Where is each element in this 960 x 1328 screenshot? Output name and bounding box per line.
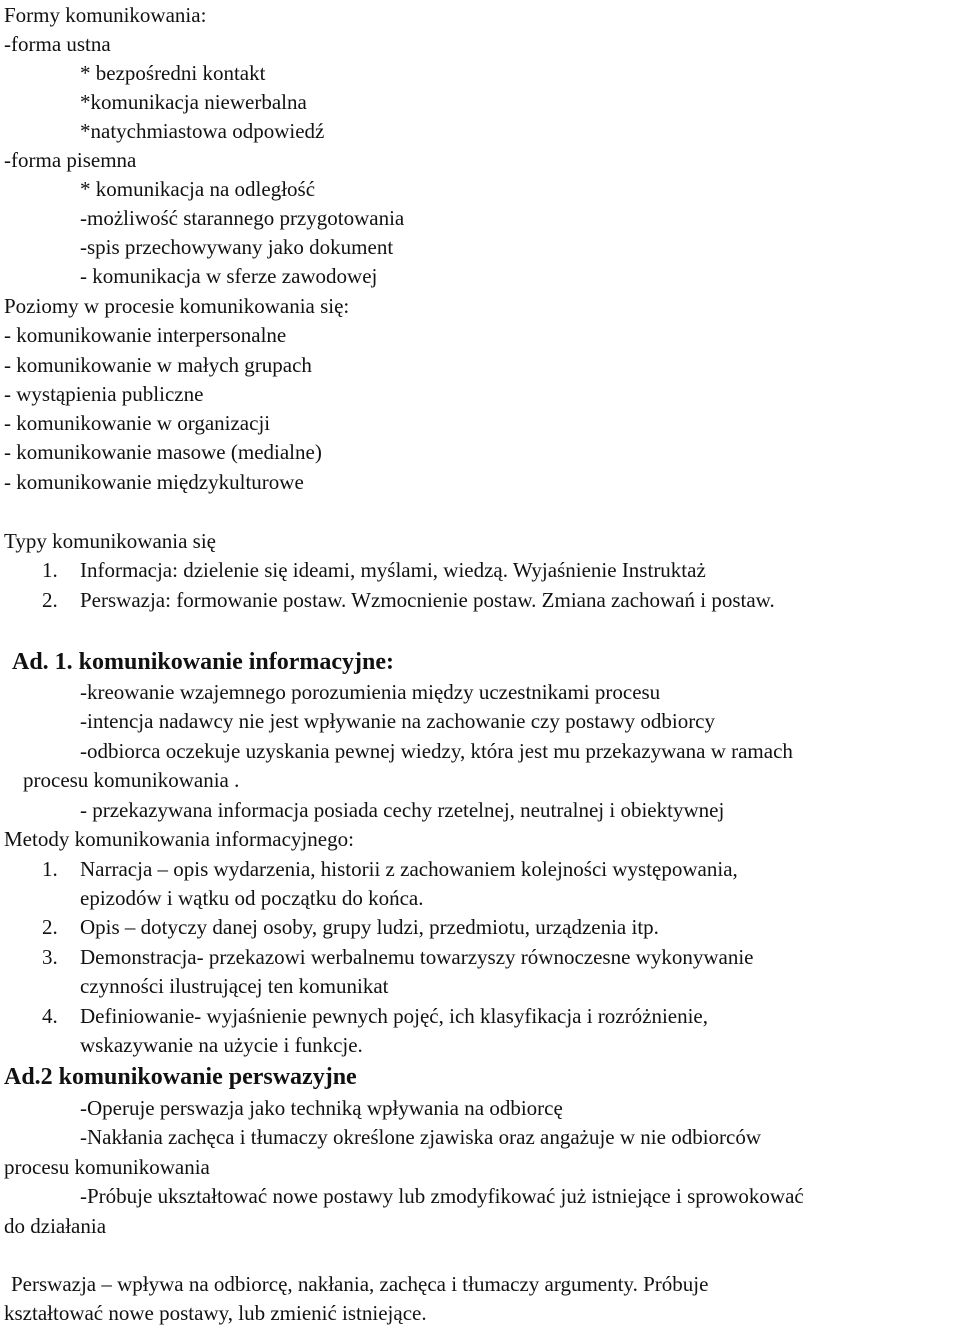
list-number: 4. [42,1004,58,1028]
list-item: - wystąpienia publiczne [4,382,204,406]
list-item: - przekazywana informacja posiada cechy rzetelnej, neutralnej i obiektywnej [80,798,725,822]
section-title-formy: Formy komunikowania: [4,3,207,27]
list-item-forma-ustna: -forma ustna [4,32,111,56]
list-item: - komunikowanie masowe (medialne) [4,440,322,464]
list-item-continuation: czynności ilustrującej ten komunikat [80,974,389,998]
summary-line: kształtować nowe postawy, lub zmienić istniejące. [4,1301,427,1325]
list-item: -Nakłania zachęca i tłumaczy określone zjawiska oraz angażuje w nie odbiorców [80,1125,762,1149]
list-item: * komunikacja na odległość [80,177,316,201]
list-number: 3. [42,945,58,969]
section-title-metody: Metody komunikowania informacyjnego: [4,827,354,851]
list-number: 2. [42,588,58,612]
list-number: 1. [42,558,58,582]
heading-ad2: Ad.2 komunikowanie perswazyjne [4,1064,357,1090]
list-item: -intencja nadawcy nie jest wpływanie na zachowanie czy postawy odbiorcy [80,709,716,733]
list-item: - komunikacja w sferze zawodowej [80,264,378,288]
list-item: -odbiorca oczekuje uzyskania pewnej wiedzy, która jest mu przekazywana w ramach [80,739,793,763]
list-number: 2. [42,915,58,939]
list-item: -możliwość starannego przygotowania [80,206,405,230]
section-title-poziomy: Poziomy w procesie komunikowania się: [4,294,350,318]
list-item-continuation: procesu komunikowania . [23,768,240,792]
list-item: - komunikowanie interpersonalne [4,323,287,347]
list-item: - komunikowanie w małych grupach [4,353,312,377]
list-item: - komunikowanie międzykulturowe [4,470,304,494]
heading-ad1: Ad. 1. komunikowanie informacyjne: [12,649,395,675]
list-item: -spis przechowywany jako dokument [80,235,394,259]
list-item: -Próbuje ukształtować nowe postawy lub zmodyfikować już istniejące i sprowokować [80,1184,804,1208]
list-item-continuation: epizodów i wątku od początku do końca. [80,886,424,910]
list-item-continuation: wskazywanie na użycie i funkcje. [80,1033,363,1057]
summary-line: Perswazja – wpływa na odbiorcę, nakłania, zachęca i tłumaczy argumenty. Próbuje [11,1272,709,1296]
list-item: * bezpośredni kontakt [80,61,266,85]
list-item: *komunikacja niewerbalna [80,90,307,114]
list-item: -Operuje perswazja jako techniką wpływania na odbiorcę [80,1096,563,1120]
list-item: Opis – dotyczy danej osoby, grupy ludzi, przedmiotu, urządzenia itp. [80,915,659,939]
list-item-continuation: do działania [4,1214,107,1238]
list-item: Informacja: dzielenie się ideami, myślami, wiedzą. Wyjaśnienie Instruktaż [80,558,706,582]
list-item-forma-pisemna: -forma pisemna [4,148,137,172]
list-item: -kreowanie wzajemnego porozumienia między uczestnikami procesu [80,680,661,704]
list-item: Perswazja: formowanie postaw. Wzmocnienie postaw. Zmiana zachowań i postaw. [80,588,775,612]
list-item: Narracja – opis wydarzenia, historii z zachowaniem kolejności występowania, [80,857,738,881]
list-number: 1. [42,857,58,881]
list-item-continuation: procesu komunikowania [4,1155,210,1179]
list-item: Demonstracja- przekazowi werbalnemu towarzyszy równoczesne wykonywanie [80,945,754,969]
list-item: - komunikowanie w organizacji [4,411,271,435]
section-title-typy: Typy komunikowania się [4,529,216,553]
list-item: *natychmiastowa odpowiedź [80,119,325,143]
list-item: Definiowanie- wyjaśnienie pewnych pojęć, ich klasyfikacja i rozróżnienie, [80,1004,709,1028]
